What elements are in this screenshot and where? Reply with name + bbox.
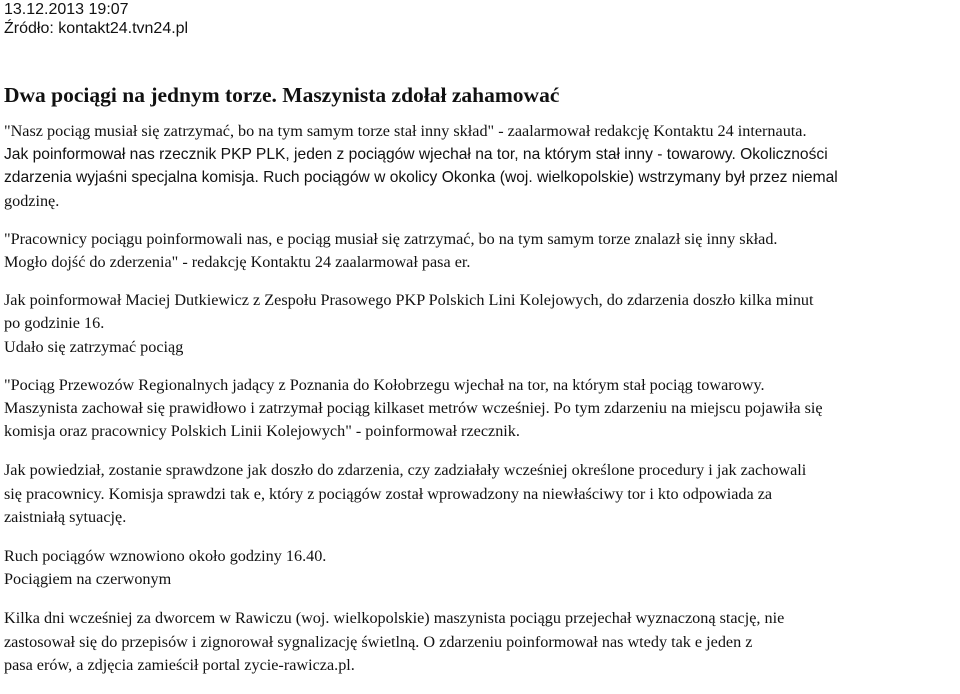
paragraph-line: "Pociąg Przewozów Regionalnych jadący z Poznania do Kołobrzegu wjechał na tor, na którym stał pociąg towarowy. bbox=[4, 375, 765, 394]
paragraph-line: po godzinie 16. bbox=[4, 314, 105, 333]
paragraph-line: Mogło dojść do zderzenia" - redakcję Kontaktu 24 zaalarmował pasa er. bbox=[4, 253, 471, 272]
article-paragraph bbox=[4, 459, 956, 529]
paragraph-line: Jak poinformował Maciej Dutkiewicz z Zespołu Prasowego PKP Polskich Lini Kolejowych, do zdarzenia doszło kilka minut bbox=[4, 291, 814, 310]
article-paragraph bbox=[4, 607, 956, 677]
article bbox=[4, 0, 956, 677]
paragraph-line: "Nasz pociąg musiał się zatrzymać, bo na tym samym torze stał inny skład" - zaalarmował redakcję Kontaktu 24 internauta. bbox=[4, 122, 807, 140]
paragraph-line: zastosował się do przepisów i zignorował sygnalizację świetlną. O zdarzeniu poinformował nas wtedy tak e jeden z bbox=[4, 632, 753, 651]
paragraph-line: godzinę. bbox=[4, 191, 60, 210]
paragraph-line: Jak poinformował nas rzecznik PKP PLK, jeden z pociągów wjechał na tor, na którym stał inny - towarowy. Okoliczności bbox=[4, 146, 828, 164]
paragraph-line: Ruch pociągów wznowiono około godziny 16.40. bbox=[4, 547, 327, 566]
paragraph-line: Kilka dni wcześniej za dworcem w Rawiczu (woj. wielkopolskie) maszynista pociągu przejechał wyznaczoną stację, nie bbox=[4, 609, 785, 628]
article-date: 13.12.2013 19:07 bbox=[4, 1, 129, 18]
article-source: Źródło: kontakt24.tvn24.pl bbox=[4, 20, 189, 37]
article-paragraph bbox=[4, 545, 956, 591]
paragraph-line: "Pracownicy pociągu poinformowali nas, e pociąg musiał się zatrzymać, bo na tym samym torze znalazł się inny skład. bbox=[4, 229, 778, 248]
article-paragraph bbox=[4, 374, 956, 444]
paragraph-line: zaistniałą sytuację. bbox=[4, 507, 127, 526]
article-paragraph bbox=[4, 120, 956, 213]
article-paragraph bbox=[4, 289, 956, 359]
paragraph-line: Maszynista zachował się prawidłowo i zatrzymał pociąg kilkaset metrów wcześniej. Po tym zdarzeniu na miejscu pojawiła się bbox=[4, 399, 823, 418]
paragraph-line: komisja oraz pracownicy Polskich Linii Kolejowych" - poinformował rzecznik. bbox=[4, 422, 520, 441]
paragraph-line: pasa erów, a zdjęcia zamieścił portal zycie-rawicza.pl. bbox=[4, 655, 355, 674]
paragraph-line: zdarzenia wyjaśni specjalna komisja. Ruch pociągów w okolicy Okonka (woj. wielkopolskie) wstrzymany był przez niemal bbox=[4, 169, 838, 187]
paragraph-line: się pracownicy. Komisja sprawdzi tak e, który z pociągów został wprowadzony na niewłaściwy tor i kto odpowiada za bbox=[4, 484, 773, 503]
paragraph-subheading: Pociągiem na czerwonym bbox=[4, 570, 172, 589]
article-title: Dwa pociągi na jednym torze. Maszynista zdołał zahamować bbox=[4, 83, 560, 107]
article-paragraph bbox=[4, 228, 956, 274]
paragraph-subheading: Udało się zatrzymać pociąg bbox=[4, 337, 184, 356]
paragraph-line: Jak powiedział, zostanie sprawdzone jak doszło do zdarzenia, czy zadziałały wcześniej określone procedury i jak zachowali bbox=[4, 461, 807, 480]
